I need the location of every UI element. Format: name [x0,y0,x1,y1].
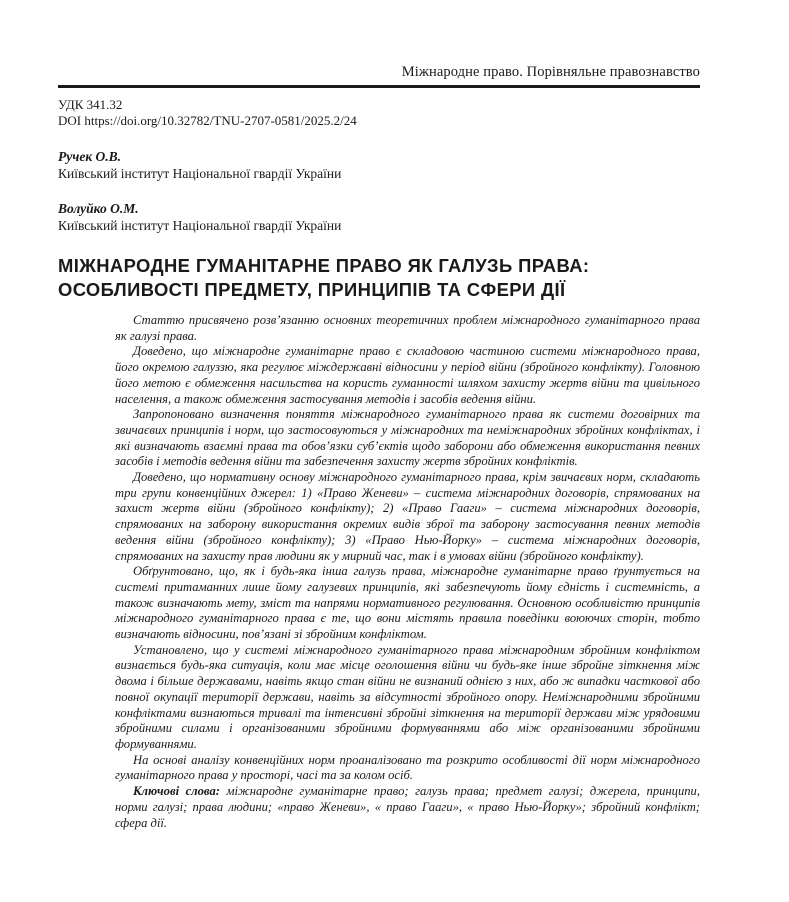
keywords-label: Ключові слова: [133,784,220,799]
author-affiliation: Київський інститут Національної гвардії України [58,218,342,233]
author-name: Волуйко О.М. [58,201,139,216]
keywords-text: міжнародне гуманітарне право; галузь права; предмет галузі; джерела, принципи, норми галузі; права людини; «право Женеви», « право Гааги», « право Нью-Йорку»; збройний конфлікт; сфера дії. [115,784,701,830]
abstract-paragraph: Установлено, що у системі міжнародного гуманітарного права міжнародним збройним конфліктом визнається будь-яка ситуація, коли має місце оголошення війни чи будь-яке інше збройне зіткнення між двома і більше державами, навіть якщо стан війни не визнаний однією з них, або ж випадки часткової або повної окупації території держави, навіть за відсутності збройного опору. Неміжнародними збройними конфліктами визнаються тривалі та інтенсивні збройні зіткнення на території держави між урядовими збройними силами і організованими збройними формуваннями або між організованими збройними формуваннями. [115,642,700,751]
author-block [58,148,341,182]
abstract-paragraph: Доведено, що нормативну основу міжнародного гуманітарного права, крім звичаєвих норм, складають три групи конвенційних джерел: 1) «Право Женеви» – система міжнародних договорів, спрямованих на захист жертв війни (збройного конфлікту); 2) «Право Гааги» – система міжнародних договорів, спрямованих на заборону використання окремих видів зброї та заборону застосування певних методів ведення війни (збройного конфлікту); 3) «Право Нью-Йорку» – система міжнародних договорів, спрямованих на захисту прав людини як у мирний час, так і в умовах війни (збройного конфлікту). [115,470,700,563]
udk-code: УДК 341.32 [58,97,123,112]
article-title-line: МІЖНАРОДНЕ ГУМАНІТАРНЕ ПРАВО ЯК ГАЛУЗЬ ПРАВА: [58,255,590,276]
abstract-paragraph: Обґрунтовано, що, як і будь-яка інша галузь права, міжнародне гуманітарне право ґрунтується на системі притаманних лише йому галузевих принципів, які забезпечують йому єдність і системність, а також визначають мету, зміст та напрями нормативного регулювання. Основною особливістю принципів міжнародного гуманітарного права є те, що вони містять правила поведінки воюючих сторін, тобто визначають відносини, пов’язані зі збройним конфліктом. [115,564,700,642]
abstract-paragraph: Запропоновано визначення поняття міжнародного гуманітарного права як системи договірних та звичаєвих принципів і норм, що застосовуються у міжнародних та неміжнародних збройних конфліктах, і які визначають взаємні права та обов’язки суб’єктів щодо заборони або обмеження використання певних засобів і методів ведення війни та забезпечення захисту жертв збройних конфліктів. [115,407,700,469]
article-title [58,254,708,302]
doi-link[interactable]: DOI https://doi.org/10.32782/TNU-2707-0581/2025.2/24 [58,113,357,128]
abstract-paragraph: На основі аналізу конвенційних норм проаналізовано та розкрито особливості дії норм міжнародного гуманітарного права у просторі, часі та за колом осіб. [115,752,700,783]
author-name: Ручек О.В. [58,149,122,164]
running-head: Міжнародне право. Порівняльне правознавство [401,64,700,80]
abstract-paragraph: Статтю присвячено розв’язанню основних теоретичних проблем міжнародного гуманітарного права як галузі права. [115,313,700,343]
article-title-line: ОСОБЛИВОСТІ ПРЕДМЕТУ, ПРИНЦИПІВ ТА СФЕРИ ДІЇ [58,279,566,300]
abstract-paragraph: Доведено, що міжнародне гуманітарне право є складовою частиною системи міжнародного права, його окремою галуззю, яка регулює міждержавні відносини у період війни (збройного конфлікту). Головною його метою є обмеження насильства на користь гуманності шляхом захисту жертв війни та цивільного населення, а також обмеження застосування методів і засобів ведення війни. [115,344,700,406]
author-affiliation: Київський інститут Національної гвардії України [58,166,342,181]
author-block [58,200,341,234]
keywords [115,784,700,831]
header-rule [58,85,700,88]
abstract [115,313,700,831]
